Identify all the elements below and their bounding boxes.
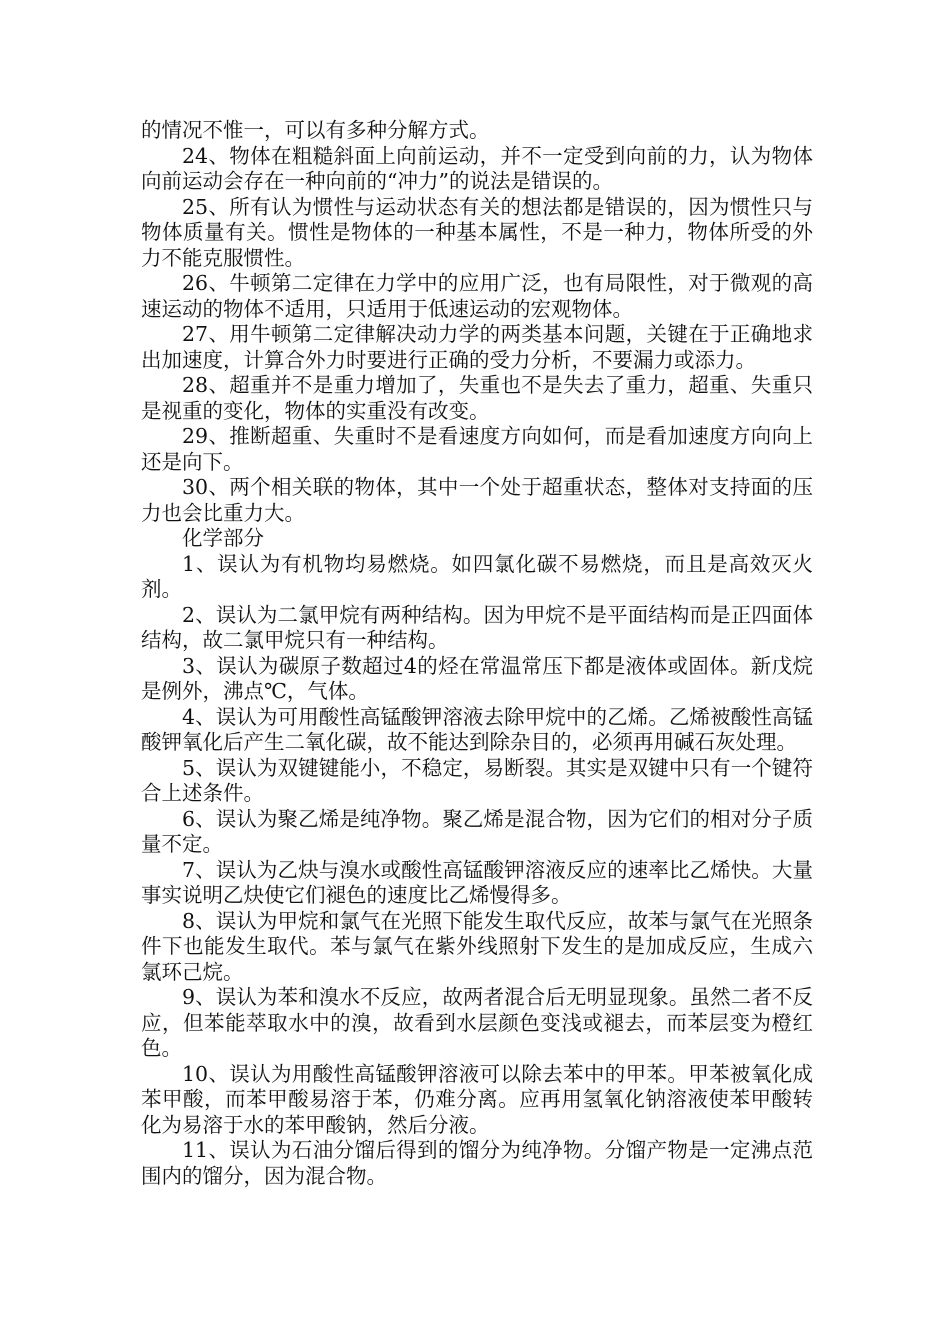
paragraph-physics-26: 26、牛顿第二定律在力学中的应用广泛，也有局限性，对于微观的高速运动的物体不适用，只适用于低速运动的宏观物体。 (141, 271, 813, 321)
paragraph-chemistry-3: 3、误认为碳原子数超过4的烃在常温常压下都是液体或固体。新戊烷是例外，沸点℃，气体。 (141, 653, 813, 703)
paragraph-chemistry-8: 8、误认为甲烷和氯气在光照下能发生取代反应，故苯与氯气在光照条件下也能发生取代。苯与氯气在紫外线照射下发生的是加成反应，生成六氯环己烷。 (141, 908, 813, 984)
paragraph-physics-25: 25、所有认为惯性与运动状态有关的想法都是错误的，因为惯性只与物体质量有关。惯性是物体的一种基本属性，不是一种力，物体所受的外力不能克服惯性。 (141, 194, 813, 270)
paragraph-chemistry-5: 5、误认为双键键能小，不稳定，易断裂。其实是双键中只有一个键符合上述条件。 (141, 755, 813, 805)
paragraph-physics-27: 27、用牛顿第二定律解决动力学的两类基本问题，关键在于正确地求出加速度，计算合外力时要进行正确的受力分析，不要漏力或添力。 (141, 322, 813, 372)
paragraph-continuation: 的情况不惟一，可以有多种分解方式。 (141, 118, 490, 142)
paragraph-chemistry-7: 7、误认为乙炔与溴水或酸性高锰酸钾溶液反应的速率比乙烯快。大量事实说明乙炔使它们褪色的速度比乙烯慢得多。 (141, 857, 813, 907)
paragraph-chemistry-11: 11、误认为石油分馏后得到的馏分为纯净物。分馏产物是一定沸点范围内的馏分，因为混合物。 (141, 1138, 813, 1188)
paragraph-physics-30: 30、两个相关联的物体，其中一个处于超重状态，整体对支持面的压力也会比重力大。 (141, 475, 813, 525)
paragraph-chemistry-6: 6、误认为聚乙烯是纯净物。聚乙烯是混合物，因为它们的相对分子质量不定。 (141, 806, 813, 856)
paragraph-physics-28: 28、超重并不是重力增加了，失重也不是失去了重力，超重、失重只是视重的变化，物体的实重没有改变。 (141, 373, 813, 423)
document-body (141, 118, 813, 1189)
paragraph-chemistry-4: 4、误认为可用酸性高锰酸钾溶液去除甲烷中的乙烯。乙烯被酸性高锰酸钾氧化后产生二氧化碳，故不能达到除杂目的，必须再用碱石灰处理。 (141, 704, 813, 754)
paragraph-chemistry-10: 10、误认为用酸性高锰酸钾溶液可以除去苯中的甲苯。甲苯被氧化成苯甲酸，而苯甲酸易溶于苯，仍难分离。应再用氢氧化钠溶液使苯甲酸转化为易溶于水的苯甲酸钠，然后分液。 (141, 1061, 813, 1137)
section-heading-chemistry: 化学部分 (182, 526, 264, 550)
paragraph-chemistry-2: 2、误认为二氯甲烷有两种结构。因为甲烷不是平面结构而是正四面体结构，故二氯甲烷只有一种结构。 (141, 602, 813, 652)
paragraph-physics-29: 29、推断超重、失重时不是看速度方向如何，而是看加速度方向向上还是向下。 (141, 424, 813, 474)
paragraph-physics-24: 24、物体在粗糙斜面上向前运动，并不一定受到向前的力，认为物体向前运动会存在一种向前的“冲力”的说法是错误的。 (141, 143, 813, 193)
paragraph-chemistry-1: 1、误认为有机物均易燃烧。如四氯化碳不易燃烧，而且是高效灭火剂。 (141, 551, 813, 601)
paragraph-chemistry-9: 9、误认为苯和溴水不反应，故两者混合后无明显现象。虽然二者不反应，但苯能萃取水中的溴，故看到水层颜色变浅或褪去，而苯层变为橙红色。 (141, 985, 813, 1060)
